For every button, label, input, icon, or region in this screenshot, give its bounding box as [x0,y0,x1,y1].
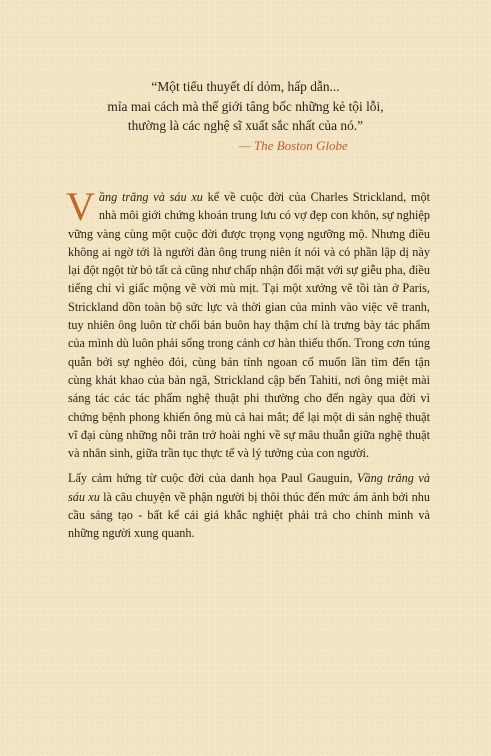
description-paragraph-2 [68,469,430,542]
drop-cap: V [66,184,95,229]
quote-line-1: “Một tiểu thuyết dí dỏm, hấp dẫn... [151,79,340,94]
paragraph-2-intro: Lấy cảm hứng từ cuộc đời của danh họa Paul Gauguin, [68,471,357,486]
book-title-inline: ầng trăng và sáu xu [98,190,203,204]
quote-attribution: — The Boston Globe [239,137,348,153]
review-quote [40,77,451,155]
book-title-inline-2: Vầng trăng và sáu xu [68,471,430,504]
paragraph-1-text: kể về cuộc đời của Charles Strickland, một nhà môi giới chứng khoán trung lưu có vợ đẹp con khôn, sự nghiệp vững vàng cùng một cuộc đời được trọng vọng ngưỡng mộ. Nhưng điều không ai ngờ tới là người đàn ông trung niên ít nói và có phần lập dị này lại đột ngột từ bỏ tất cả cũng như chấp nhận đối mặt với sự giễu pha, điều tiếng chỉ vì giấc mộng vẽ vời mù mịt. Tại một xưởng vẽ tồi tàn ở Paris, Strickland dồn toàn bộ sức lực và thời gian của mình vào việc vẽ tranh, tuy nhiên ông luôn từ chối bán buôn hay thậm chí là trưng bày tác phẩm của mình dù luôn phải sống trong cảnh cơ hàn thiếu thốn. Trong cơn túng quẫn bởi sự nghèo đói, cùng bản tính ngoan cố muốn lần tìm đến tận cùng khát khao của bản ngã, Strickland cập bến Tahiti, nơi ông miệt mài sáng tác các tác phẩm nghệ thuật phi thường cho đến ngày qua đời vì chứng bệnh phong khiến ông mù cả hai mắt; để lại một di sản nghệ thuật vĩ đại cùng những nỗi trăn trở hoài nghi về sự mâu thuẫn giữa nghệ thuật và nhân sinh, giữa trần tục thực tế và lý tưởng của con người. [68,190,430,461]
quote-line-3: thường là các nghệ sĩ xuất sắc nhất của nó.” [127,118,364,133]
book-description [66,184,430,543]
description-paragraph-1 [66,184,430,462]
paragraph-2-text: là câu chuyện về phận người bị thôi thúc đến mức ám ảnh bởi nhu cầu sáng tạo - bất kể cái giá khắc nghiệt phải trả cho chính mình và những người xung quanh. [68,489,430,541]
quote-line-2: mỉa mai cách mà thế giới tâng bốc những kẻ tội lỗi, [107,98,384,114]
